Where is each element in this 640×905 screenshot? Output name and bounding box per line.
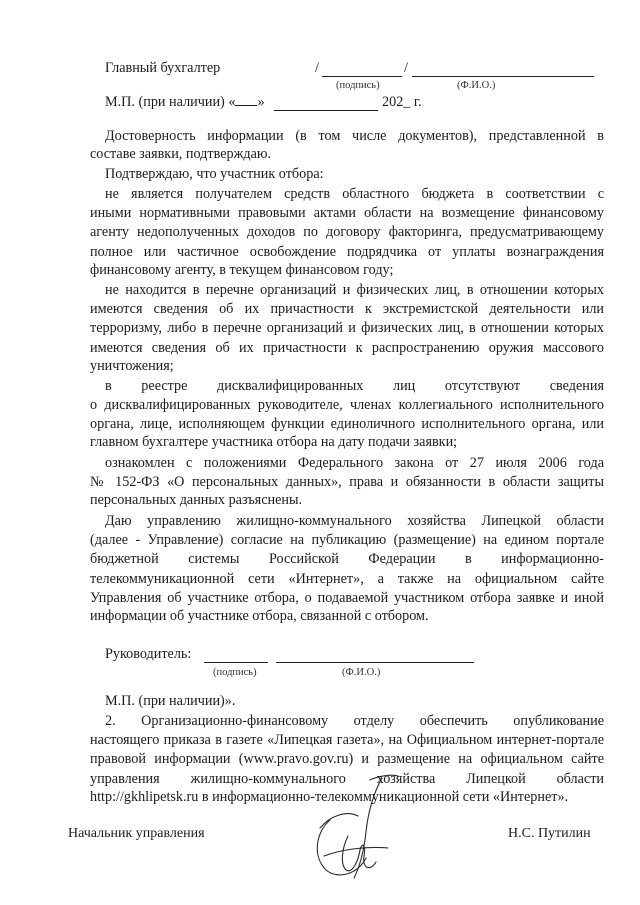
signature-line-accountant xyxy=(322,76,402,77)
fio-caption: (Ф.И.О.) xyxy=(457,80,496,91)
paragraph-disqualified xyxy=(90,377,604,435)
text-line: имеются сведения об их причастности к распространению оружия массового xyxy=(90,339,604,356)
text-line: настоящего приказа в газете «Липецкая газета», на Официальном интернет-портале xyxy=(90,732,604,749)
seal-date-line xyxy=(105,94,265,111)
text-line: бюджетной системы Российской Федерации в информационно- xyxy=(90,551,604,568)
text-line: правовой информации (www.pravo.gov.ru) и размещение на официальном сайте xyxy=(90,751,604,768)
text-line: имеются сведения об их причастности к экстремистской деятельности или xyxy=(90,301,604,318)
fio-line-accountant xyxy=(412,76,594,77)
text-line: ознакомлен с положениями Федерального закона от 27 июля 2006 года xyxy=(105,455,604,471)
text-line: уничтожения; xyxy=(90,358,174,374)
text-line: агенту недополученных доходов по договору факторинга, предусматривающему xyxy=(90,224,604,241)
text-line: Управления об участнике отбора, о подаваемой участником отбора заявке и иной xyxy=(90,589,604,606)
year-text: 202_ г. xyxy=(382,94,422,110)
handwritten-signature xyxy=(300,770,420,890)
chief-accountant-label: Главный бухгалтер xyxy=(105,60,221,76)
text-line: № 152-ФЗ «О персональных данных», права и обязанности в области защиты xyxy=(90,474,604,491)
seal-line-bottom: М.П. (при наличии)». xyxy=(105,693,236,709)
text-line: в реестре дисквалифицированных лиц отсутствуют сведения xyxy=(105,378,604,394)
fio-caption-head: (Ф.И.О.) xyxy=(342,667,381,678)
paragraph-not-recipient xyxy=(90,185,604,262)
text-line: главном бухгалтере участника отбора на дату подачи заявки; xyxy=(90,434,458,450)
text-line: телекоммуникационной сети «Интернет», а также на официальном сайте xyxy=(90,570,604,587)
seal-date-label: М.П. (при наличии) « xyxy=(105,94,236,110)
fio-line-head xyxy=(276,662,474,663)
text-line: составе заявки, подтверждаю. xyxy=(90,146,272,162)
text-line: (далее - Управление) согласие на публикацию (размещение) на едином портале xyxy=(90,532,604,549)
paragraph-consent xyxy=(90,512,604,608)
text-line: Достоверность информации (в том числе документов), представленной в xyxy=(105,128,604,144)
text-line: органа, лице, исполняющем функции единоличного исполнительного органа, или xyxy=(90,416,604,433)
month-blank xyxy=(274,110,378,111)
signer-name: Н.С. Путилин xyxy=(508,826,591,841)
text-line: о дисквалифицированных руководителе, членах коллегиального исполнительного xyxy=(90,397,604,414)
signature-caption-head: (подпись) xyxy=(213,667,257,678)
slash-left: / xyxy=(315,60,319,76)
text-line: http://gkhlipetsk.ru в информационно-телекоммуникационной сети «Интернет». xyxy=(90,789,569,805)
text-line: финансовому агенту, в текущем финансовом году; xyxy=(90,262,394,278)
head-label: Руководитель: xyxy=(105,646,192,662)
signature-caption: (подпись) xyxy=(336,80,380,91)
paragraph-not-in-list xyxy=(90,281,604,358)
text-line: Даю управлению жилищно-коммунального хозяйства Липецкой области xyxy=(105,513,604,529)
text-line: персональных данных разъяснены. xyxy=(90,492,303,508)
text-line: полное или частичное освобождение подрядчика от уплаты вознаграждения xyxy=(90,243,604,260)
slash-right: / xyxy=(404,60,408,76)
text-line: не является получателем средств областного бюджета в соответствии с xyxy=(105,186,604,202)
paragraph-reliability xyxy=(105,127,604,146)
text-line: информации об участнике отбора, связанной с отбором. xyxy=(90,608,429,624)
text-line: управления жилищно-коммунального хозяйства Липецкой области xyxy=(90,770,604,787)
confirm-intro: Подтверждаю, что участник отбора: xyxy=(105,166,324,182)
text-line: терроризму, либо в перечне организаций и физических лиц, в отношении которых xyxy=(90,320,604,337)
day-blank xyxy=(235,95,257,106)
signature-line-head xyxy=(204,662,268,663)
text-line: 2. Организационно-финансовому отделу обеспечить опубликование xyxy=(105,713,604,729)
paragraph-acquainted xyxy=(90,454,604,492)
quote-close: » xyxy=(257,94,265,110)
text-line: иными нормативными правовыми актами области на возмещение финансовому xyxy=(90,205,604,222)
position-label: Начальник управления xyxy=(68,826,205,841)
text-line: не находится в перечне организаций и физических лиц, в отношении которых xyxy=(105,282,604,298)
